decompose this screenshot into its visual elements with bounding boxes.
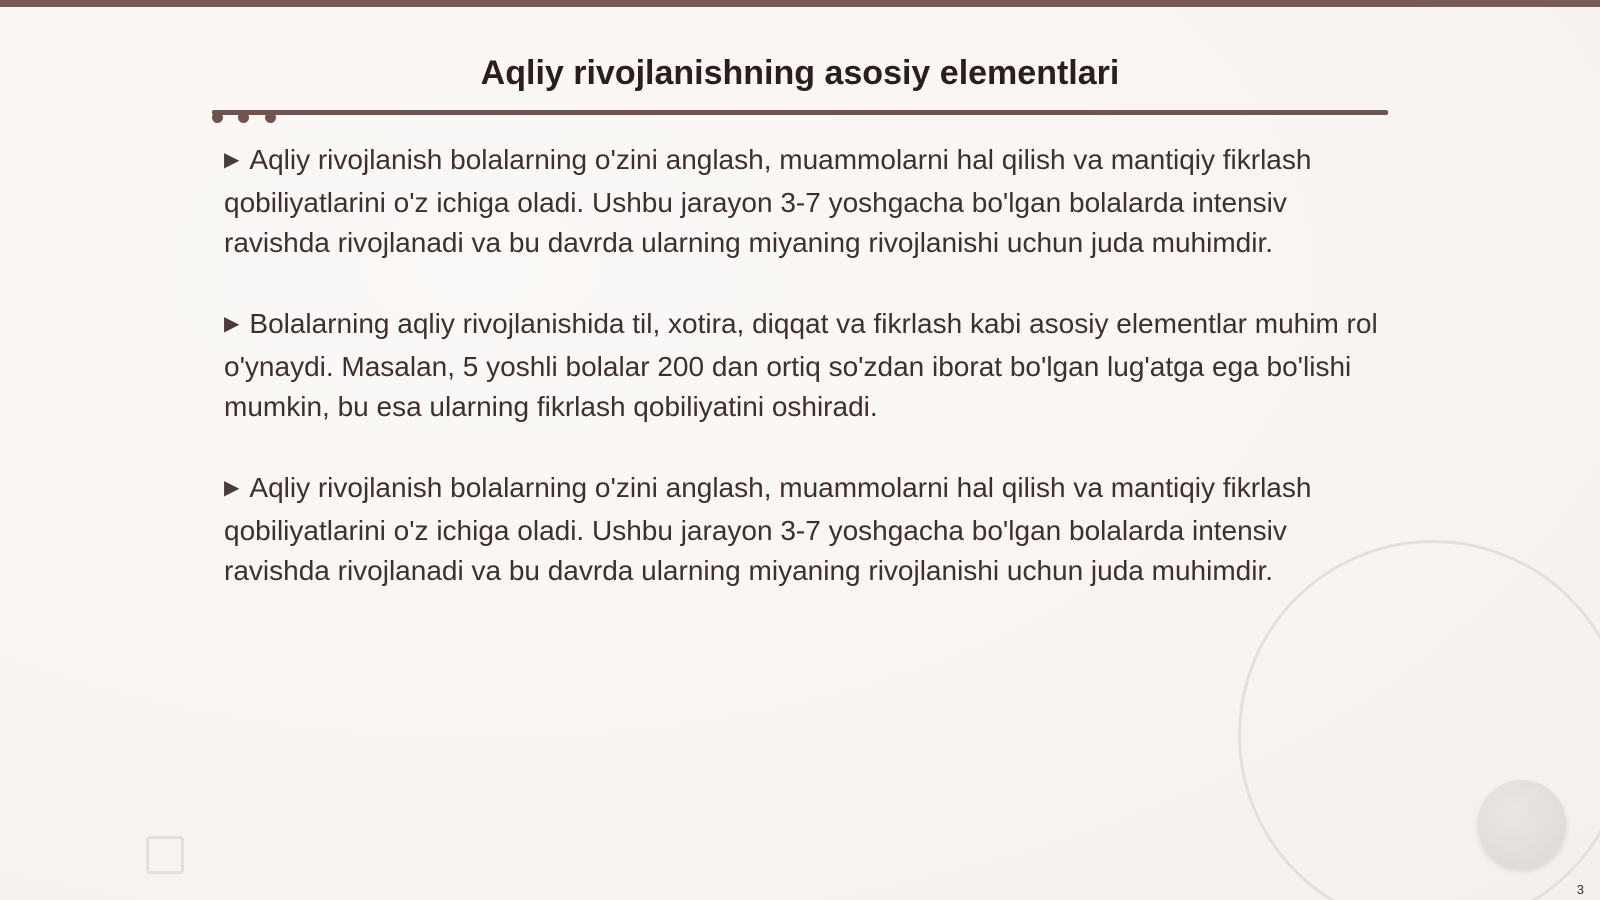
decorative-dot-icon bbox=[212, 112, 223, 123]
page-number: 3 bbox=[1576, 882, 1584, 897]
decorative-dot-icon bbox=[238, 112, 249, 123]
triangle-bullet-icon: ▶ bbox=[224, 149, 240, 171]
triangle-bullet-icon: ▶ bbox=[224, 313, 240, 335]
bullet-item bbox=[224, 468, 1384, 591]
top-accent-bar bbox=[0, 0, 1600, 7]
bullet-text: Bolalarning aqliy rivojlanishida til, xotira, diqqat va fikrlash kabi asosiy elementlar muhim rol o'ynaydi. Masalan, 5 yoshli bolalar 200 dan ortiq so'zdan iborat bo'lgan lug'atga ega bo'lishi mumkin, bu esa ularning fikrlash qobiliyatini oshiradi. bbox=[224, 308, 1378, 422]
slide-title: Aqliy rivojlanishning asosiy elementlari bbox=[480, 54, 1120, 92]
decorative-dot-icon bbox=[265, 112, 276, 123]
triangle-bullet-icon: ▶ bbox=[224, 477, 240, 499]
bullet-text: Aqliy rivojlanish bolalarning o'zini anglash, muammolarni hal qilish va mantiqiy fikrlash qobiliyatlarini o'z ichiga oladi. Ushbu jarayon 3-7 yoshgacha bo'lgan bolalarda intensiv ravishda rivojlanadi va bu davrda ularning miyaning rivojlanishi uchun juda muhimdir. bbox=[224, 144, 1312, 258]
bullet-item bbox=[224, 140, 1384, 263]
decorative-square bbox=[146, 836, 184, 874]
bullet-list bbox=[224, 140, 1384, 632]
bullet-text: Aqliy rivojlanish bolalarning o'zini anglash, muammolarni hal qilish va mantiqiy fikrlash qobiliyatlarini o'z ichiga oladi. Ushbu jarayon 3-7 yoshgacha bo'lgan bolalarda intensiv ravishda rivojlanadi va bu davrda ularning miyaning rivojlanishi uchun juda muhimdir. bbox=[224, 472, 1312, 586]
bullet-item bbox=[224, 304, 1384, 427]
decorative-circle bbox=[1478, 780, 1566, 868]
title-underline bbox=[212, 110, 1388, 115]
